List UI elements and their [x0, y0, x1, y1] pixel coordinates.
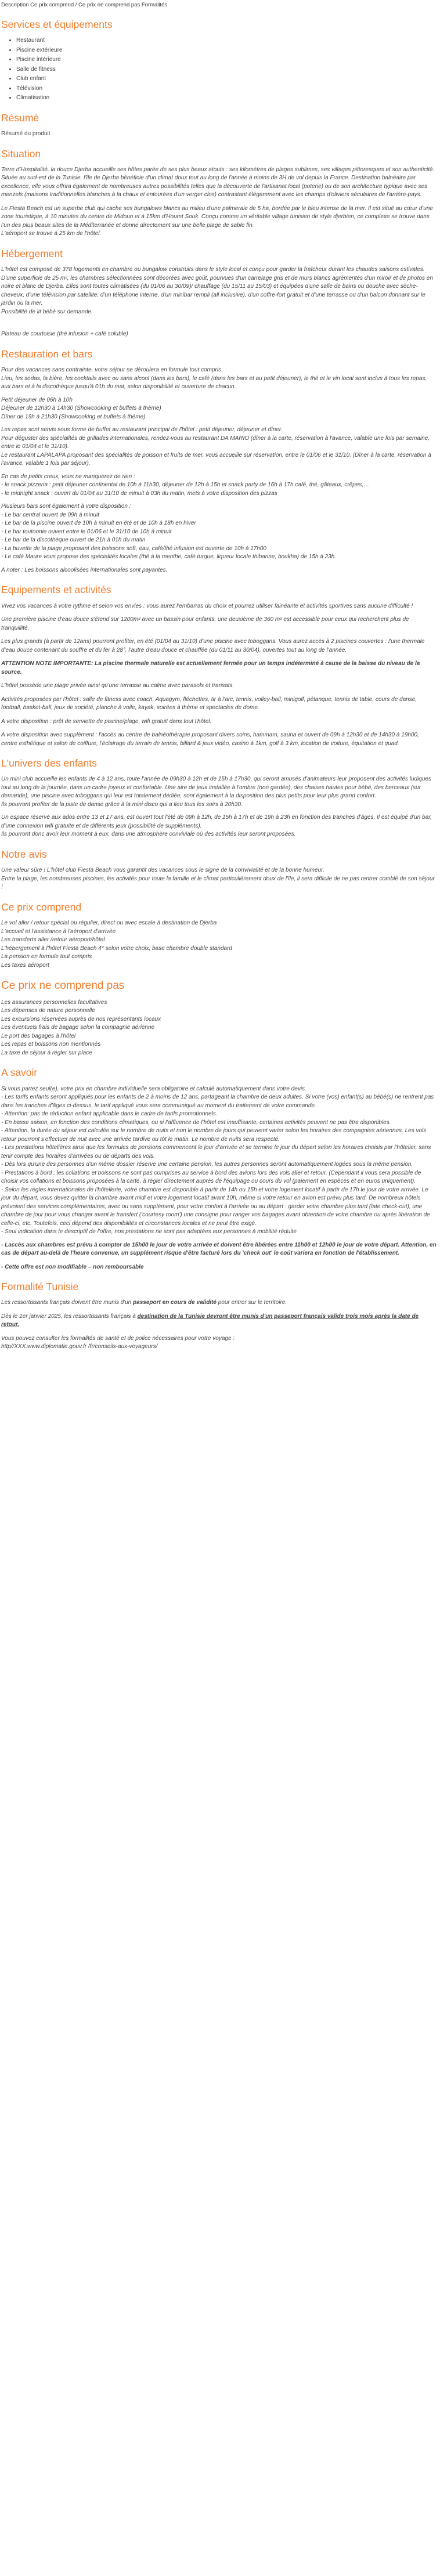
- restauration-text: Pour des vacances sans contrainte, votre séjour se déroulera en formule tout compris.: [1, 367, 223, 374]
- enfants-text: Ils pourront donc avoir leur moment à eux, dans une atmosphère conviviale où des activités leur seront proposées.: [1, 831, 296, 838]
- list-item: Les assurances personnelles facultatives: [1, 999, 107, 1006]
- hebergement-heading: Hébergement: [1, 247, 63, 259]
- formalite-passport-emphasis: passeport en cours de validité: [133, 1299, 217, 1306]
- restauration-text: - La buvette de la plage proposant des boissons soft, eau, café/thé infusion est ouverte de 10h à 17h00: [1, 545, 266, 552]
- savoir-text: - Les prestations hôtelières ainsi que les formules de pensions commencent le jour d'arrivée et se termine le jour du départ selon les horaires choisis par l'hôtelier, sans tenir compte des horaires d'arrivées ou de départs des vols.: [1, 1144, 431, 1159]
- savoir-text: Si vous partez seul(e), votre prix en chambre individuelle sera obligatoire et calculé automatiquement dans votre devis.: [1, 1085, 306, 1092]
- list-item: • Climatisation: [16, 94, 437, 103]
- restauration-paragraph: [1, 366, 437, 392]
- list-item: Le port des bagages à l'hôtel: [1, 1032, 76, 1039]
- situation-heading: Situation: [1, 147, 41, 160]
- avis-text: Entre la plage, les nombreuses piscines, les activités pour toute la famille et le climat particulièrement doux de l'île, il sera difficile de ne pas rentrer comblé de son séjour !: [1, 875, 435, 891]
- situation-text: Le Fiesta Beach est un superbe club qui cache ses bungalows blancs au milieu d'une palmeraie de 5 ha, bordée par le bleu intense de la mer. Il est situé au cœur d'une zone touristique, à 10 minutes du centre de Midoun et à 15km d'Houmt Souk. Conçu comme un véritable village tunisien de style djerbien, ce complexe se trouve dans l'un des plus beaux sites de la Méditerranée et donne directement sur une belle plage de sable fin.: [1, 205, 433, 229]
- resume-heading: Résumé: [1, 111, 39, 124]
- savoir-warning: - Cette offre est non modifiable – non remboursable: [1, 1263, 144, 1270]
- list-item: Les excursions réservées auprès de nos représentants locaux: [1, 1016, 161, 1023]
- restauration-text: - le snack pizzeria : petit déjeuner continental de 10h à 11h30, déjeuner de 12h à 15h et snack party de 16h à 17h café, thé, gâteaux, crêpes,…: [1, 482, 370, 489]
- equipements-text: A votre disposition avec supplément : l'accès au centre de balnéothérapie proposant divers soins, hammam, sauna et ouvert de 09h à 12h30 et de 14h30 à 19h00, centre esthétique et salon de coiffure, l'éclairage du terrain de tennis, billard & jeux vidéo, casino à 1km, golf à 3 km, location de voiture, équitation et quad.: [1, 732, 419, 747]
- avis-text: Une valeur sûre ! L'hôtel club Fiesta Beach vous garantit des vacances sous le signe de la convivialité et de la bonne humeur.: [1, 867, 324, 874]
- formalite-heading: Formalité Tunisie: [1, 1281, 79, 1293]
- list-item: • Restaurant: [16, 37, 437, 45]
- avis-paragraph: [1, 866, 437, 892]
- restauration-text: Pour déguster des spécialités de grillades internationales, rendez-vous au restaurant DA MARIO (dîner à la carte, réservation à l'avance, valable une fois par semaine, entre le 01/04 et le 31/10).: [1, 435, 430, 450]
- hebergement-text: Possibilité de lit bébé sur demande.: [1, 308, 93, 315]
- savoir-text: - Prestations à bord : les collations et boissons ne sont pas comprises au service à bord des avions lors des vols aller et retour. (Cependant il vous sera possible de choisir vos collations et boissons proposées à la carte, à régler directement auprès de l'équipage ou cours du vol (paiement en espèces et en euros uniquement).: [1, 1169, 421, 1185]
- savoir-text: - Seul indication dans le descriptif de l'offre, nos prestations ne sont pas adaptées aux personnes à mobilité réduite: [1, 1229, 297, 1235]
- formalite-paragraph: [1, 1335, 437, 1352]
- formalite-text: Vous pouvez consulter les formalités de santé et de police nécessaires pour votre voyage :: [1, 1335, 235, 1342]
- restauration-text: En cas de petits creux, vous ne manquerez de rien :: [1, 473, 135, 480]
- restauration-note: A noter : Les boissons alcoolisées internationales sont payantes.: [1, 566, 168, 573]
- restauration-text: - Le café Maure vous propose des spécialités locales (thé à la menthe, café turque, liqueur locale thibarine, boukha) de 15h à 23h.: [1, 554, 337, 561]
- restauration-text: Dîner de 19h à 21h30 (Showcooking et buffets à thème): [1, 413, 146, 420]
- formalite-link[interactable]: http//XXX.www.diplomatie.gouv.fr /fr/conseils-aux-voyageurs/: [1, 1343, 158, 1350]
- situation-text: L'aéroport se trouve à 25 km de l'hôtel.: [1, 230, 102, 237]
- savoir-text: - Attention, la durée du séjour est calculée sur le nombre de nuits et non le nombre de jours qui peuvent varier selon les horaires des compagnies aériennes. Les vols retour pourront s'effectuer de nuit avec une arrivée tardive ou tôt le matin. Le nombre de nuits sera respecté.: [1, 1128, 427, 1143]
- enfants-text: Ils pourront profiter de la piste de danse grâce à la mini disco qui a lieu tous les soirs à 20h30.: [1, 801, 243, 808]
- restauration-text: Déjeuner de 12h30 à 14h30 (Showcooking et buffets à thème): [1, 405, 161, 412]
- restauration-text: Le restaurant LAPALAPA proposant des spécialités de poisson et fruits de mer, vous accueille sur réservation, entre le 01/06 et le 31/10. (Dîner à la carte, réservation à l'avance, valable 1 fois par séjour).: [1, 451, 431, 467]
- comprend-list: [1, 919, 437, 970]
- equipements-warning: ATTENTION NOTE IMPORTANTE: La piscine thermale naturelle est actuellement fermée pour un temps indéterminé à cause de la baisse du niveau de la source.: [1, 660, 420, 675]
- savoir-text: - En basse saison, en fonction des conditions climatiques, ou si l'affluence de l'hôtel est insuffisante, certaines activités peuvent ne pas être disponibles.: [1, 1119, 391, 1126]
- formalite-text-part: pour entrer sur le territoire.: [216, 1299, 287, 1306]
- enfants-text: Un espace réservé aux ados entre 13 et 17 ans, est ouvert tout l'été de 09h à 12h, de 15h à 17h et de 19h à 23h en fonction des tranches d'âges. Il est équipé d'un bar, d'une connexion wifi gratuite et de différents jeux (possibilité de suppléments).: [1, 814, 432, 829]
- resume-text: Résumé du produit: [1, 131, 51, 138]
- list-item: Les transferts aller /retour aéroport/hôtel: [1, 937, 105, 944]
- list-item: Les éventuels frais de bagage selon la compagnie aérienne: [1, 1024, 155, 1031]
- list-item: Les taxes aéroport: [1, 962, 49, 969]
- restauration-text: - Le bar de la piscine ouvert de 10h à minuit en été et de 10h à 18h en hiver: [1, 520, 196, 527]
- formalite-text-part: Dès le 1er janvier 2025, les ressortissants français à: [1, 1313, 138, 1320]
- restauration-text: - Le bar de la discothèque ouvert de 21h à 01h du matin: [1, 537, 146, 544]
- savoir-text: - Attention: pas de réduction enfant applicable dans le cadre de tarifs promotionnels.: [1, 1111, 218, 1118]
- ne-comprend-list: [1, 999, 437, 1058]
- savoir-warning: - Laccès aux chambres est prévu à compter de 15h00 le jour de votre arrivée et doivent être libérées entre 11h00 et 12h00 le jour de votre départ. Attention, en cas de départ au-delà de l'heure convenue, un supplément risque d'être facturé lors du 'check out' le coût variera en fonction de l'établissement.: [1, 1241, 437, 1257]
- equipements-text: Une première piscine d'eau douce s'étend sur 1200m² avec un bassin pour enfants, une deuxième de 360 m² est accessible pour ceux qui recherchent plus de tranquillité.: [1, 616, 409, 631]
- ne-comprend-heading: Ce prix ne comprend pas: [1, 980, 125, 992]
- enfants-text: Un mini club accueille les enfants de 4 à 12 ans, toute l'année de 09h30 à 12h et de 15h à 17h30, qui seront amusés d'animateurs leur proposent des activités ludiques tout au long de la journée, dans un cadre joyeux et confortable. Une aire de jeux installée à l'ombre (non gardée), des chaises hautes pour bébé, des berceaux (sur demande), une piscine avec toboggans qui leur est totalement dédiée, sont également à la disposition des plus petits pour leur plus grand confort.: [1, 776, 431, 800]
- hebergement-paragraph: [1, 266, 437, 316]
- restauration-text: Les repas sont servis sous forme de buffet au restaurant principal de l'hôtel : petit déjeuner, déjeuner et dîner.: [1, 427, 283, 433]
- equipements-text: L'hôtel possède une plage privée ainsi qu'une terrasse au calme avec parasols et transats.: [1, 682, 235, 689]
- list-item: L'hébergement à l'hôtel Fiesta Beach 4* selon votre choix, base chambre double standard: [1, 945, 232, 952]
- savoir-heading: A savoir: [1, 1067, 38, 1079]
- list-item: • Piscine intérieure: [16, 56, 437, 64]
- formalite-text: [1, 1299, 437, 1307]
- savoir-paragraph: [1, 1085, 437, 1237]
- restauration-text: Plusieurs bars sont également à votre disposition :: [1, 503, 131, 510]
- top-nav-line: Description Ce prix comprend / Ce prix ne comprend pas Formalités: [1, 2, 168, 8]
- equipements-heading: Equipements et activités: [1, 584, 111, 596]
- restauration-hours: [1, 396, 437, 422]
- enfants-paragraph: [1, 814, 437, 839]
- list-item: Le vol aller / retour spécial ou régulier, direct ou avec escale à destination de Djerba: [1, 920, 217, 927]
- restauration-text: - Le bar central ouvert de 09h à minuit: [1, 511, 99, 518]
- list-item: • Club enfant: [16, 75, 437, 84]
- formalite-text-part: Les ressortissants français doivent être munis d'un: [1, 1299, 134, 1306]
- savoir-text: - Dès lors qu'une des personnes d'un même dossier réserve une certaine pension, les autres personnes seront automatiquement logées sous la même pension.: [1, 1161, 413, 1168]
- services-heading: Services et équipements: [1, 18, 113, 30]
- savoir-text: - Les tarifs enfants seront appliqués pour les enfants de 2 à moins de 12 ans, partageant la chambre de deux adultes. Si votre (vos) enfant(s) au bébé(s) ne rentrent pas dans les tranches d'âges ci-dessus, le tarif appliqué vous sera communiqué au moment du traitement de votre commande.: [1, 1094, 434, 1109]
- hebergement-text: L'hôtel est composé de 378 logements en chambre ou bungalow construits dans le style local et conçu pour garder la fraîcheur durant les chaudes saisons estivales. D'une superficie de 25 m², les chambres sélectionnées sont décorées avec goût, pourvues d'un carrelage gris et de murs blancs agrémentés d'un miroir et de photos en noire et blanc de Djerba. Elles sont toutes climatisées (du 01/06 au 30/09)/ chauffage (du 15/11 au 15/03) et équipées d'une salle de bains ou douche avec sèche-cheveux, d'une télévision par satellite, d'un téléphone interne, d'un minibar rempli (all inclusive), d'un coffre-fort gratuit et d'une terrasse ou d'un balcon donnant sur le jardin ou la mer.: [1, 266, 433, 307]
- situation-paragraph: [1, 205, 437, 239]
- restauration-snacks: [1, 473, 437, 498]
- services-list: [1, 37, 437, 103]
- list-item: La taxe de séjour à régler sur place: [1, 1049, 92, 1056]
- formalite-date-emphasis: destination de la Tunisie devront être munis d'un passeport français valide trois mois après la date de retour.: [1, 1313, 419, 1328]
- equipements-text: A votre disposition : prêt de serviette de piscine/plage, wifi gratuit dans tout l'hôtel.: [1, 718, 212, 725]
- restauration-text: - Le bar toutoonie ouvert entre le 01/06 et le 31/10 de 10h à minuit: [1, 528, 172, 535]
- situation-paragraph: Terre d'Hospitalité, la douce Djerba accueille ses hôtes parée de ses plus beaux atouts : ses kilomètres de plages sublimes, ses villages pittoresques et son authenticité. Située au sud-est de la Tunisie, l'île de Djerba bénéficie d'un climat doux tout au long de l'année à moins de 3H de vol depuis la France. Destination balnéaire par excellence, elle vous offrira également de nombreuses autres possibilités telles que la découverte de l'artisanat local (poterie) ou de son architecture typique avec ses menzels (maisons traditionnelles blanches à la chaux et entourées d'un verger clos) contrastant élégamment avec les champs d'oliviers séculaires de l'arrière-pays.: [1, 166, 435, 198]
- hebergement-text: Plateau de courtoisie (thé infusion + café soluble): [1, 331, 128, 338]
- comprend-heading: Ce prix comprend: [1, 901, 82, 913]
- list-item: La pension en formule tout compris: [1, 953, 92, 960]
- list-item: Les repas et boissons non mentionnés: [1, 1041, 101, 1048]
- restauration-text: Lieu, les sodas, la bière, les cocktails avec ou sans alcool (dans les bars), le café (dans les bars et au petit déjeuner), le thé et le vin local sont inclus à tous les repas, aux bars et à la discothèque jusqu'à 01h du mat, selon disponibilité et ouverture de chacun.: [1, 375, 427, 391]
- restauration-text: - le midnight snack : ouvert du 01/04 au 31/10 de minuit à 03h du matin, mets à votre disposition des pizzas: [1, 490, 277, 497]
- equipements-text: Les plus grands (à partir de 12ans) pourront profiter, en été (01/04 au 31/10) d'une piscine avec toboggans. Vous aurez accès à 2 piscines couvertes : l'une thermale d'eau douce contenant du souffre et du fer à 28°, l'autre d'eau douce et chauffée (du 01/11 au 30/04), ouvertes tout au long de l'année.: [1, 638, 425, 653]
- restauration-bars: [1, 503, 437, 562]
- enfants-heading: L'univers des enfants: [1, 757, 97, 769]
- formalite-text: [1, 1313, 437, 1329]
- equipements-text: Vivez vos vacances à votre rythme et selon vos envies : vous aurez l'embarras du choix et pourrez utiliser fainéante et activités sportives sans aucune difficulté !: [1, 602, 413, 609]
- list-item: • Télévision: [16, 85, 437, 93]
- list-item: L'accueil et l'assistance à l'aéroport d'arrivée: [1, 928, 116, 935]
- savoir-text: - Selon les règles internationales de l'hôtellerie, votre chambre est disponible à partir de 14h ou 15h et votre logement locatif à partir de 17h le jour de votre arrivée. Le jour du départ, vous devez quitter la chambre avant midi et votre logement locatif avant 10h, même si votre retour en avion est prévu plus tard. De nombreux hôtels prévoient des services complémentaires, avec ou sans supplément, pour votre confort à l'arrivée ou au départ : garder votre chambre plus tard (late check-out), une chambre de jour pour vous changer avant le transfert ('courtesy room') une consigne pour ranger vos bagages avant obtention de votre chambre ou après libération de celle-ci, etc. Toutefois, ceci dépend des disponibilités et circonstances locales et ne peut être exigé.: [1, 1186, 430, 1227]
- enfants-paragraph: [1, 775, 437, 809]
- restauration-text: Petit déjeuner de 06h à 10h: [1, 396, 73, 403]
- list-item: Les dépenses de nature personnelle: [1, 1007, 95, 1014]
- equipements-text: Activités proposées par l'hôtel : salle de fitness avec coach, Aquagym, fléchettes, tir à l'arc, tennis, volley-ball, minigolf, pétanque, tennis de table, cours de danse, football, basket-ball, jeux de société, planche à voile, kayak, soirées à thème et spectacles de dome.: [1, 696, 417, 711]
- list-item: • Salle de fitness: [16, 66, 437, 74]
- avis-heading: Notre avis: [1, 848, 47, 860]
- restauration-heading: Restauration et bars: [1, 348, 93, 360]
- list-item: • Piscine extérieure: [16, 46, 437, 55]
- restauration-paragraph: [1, 426, 437, 468]
